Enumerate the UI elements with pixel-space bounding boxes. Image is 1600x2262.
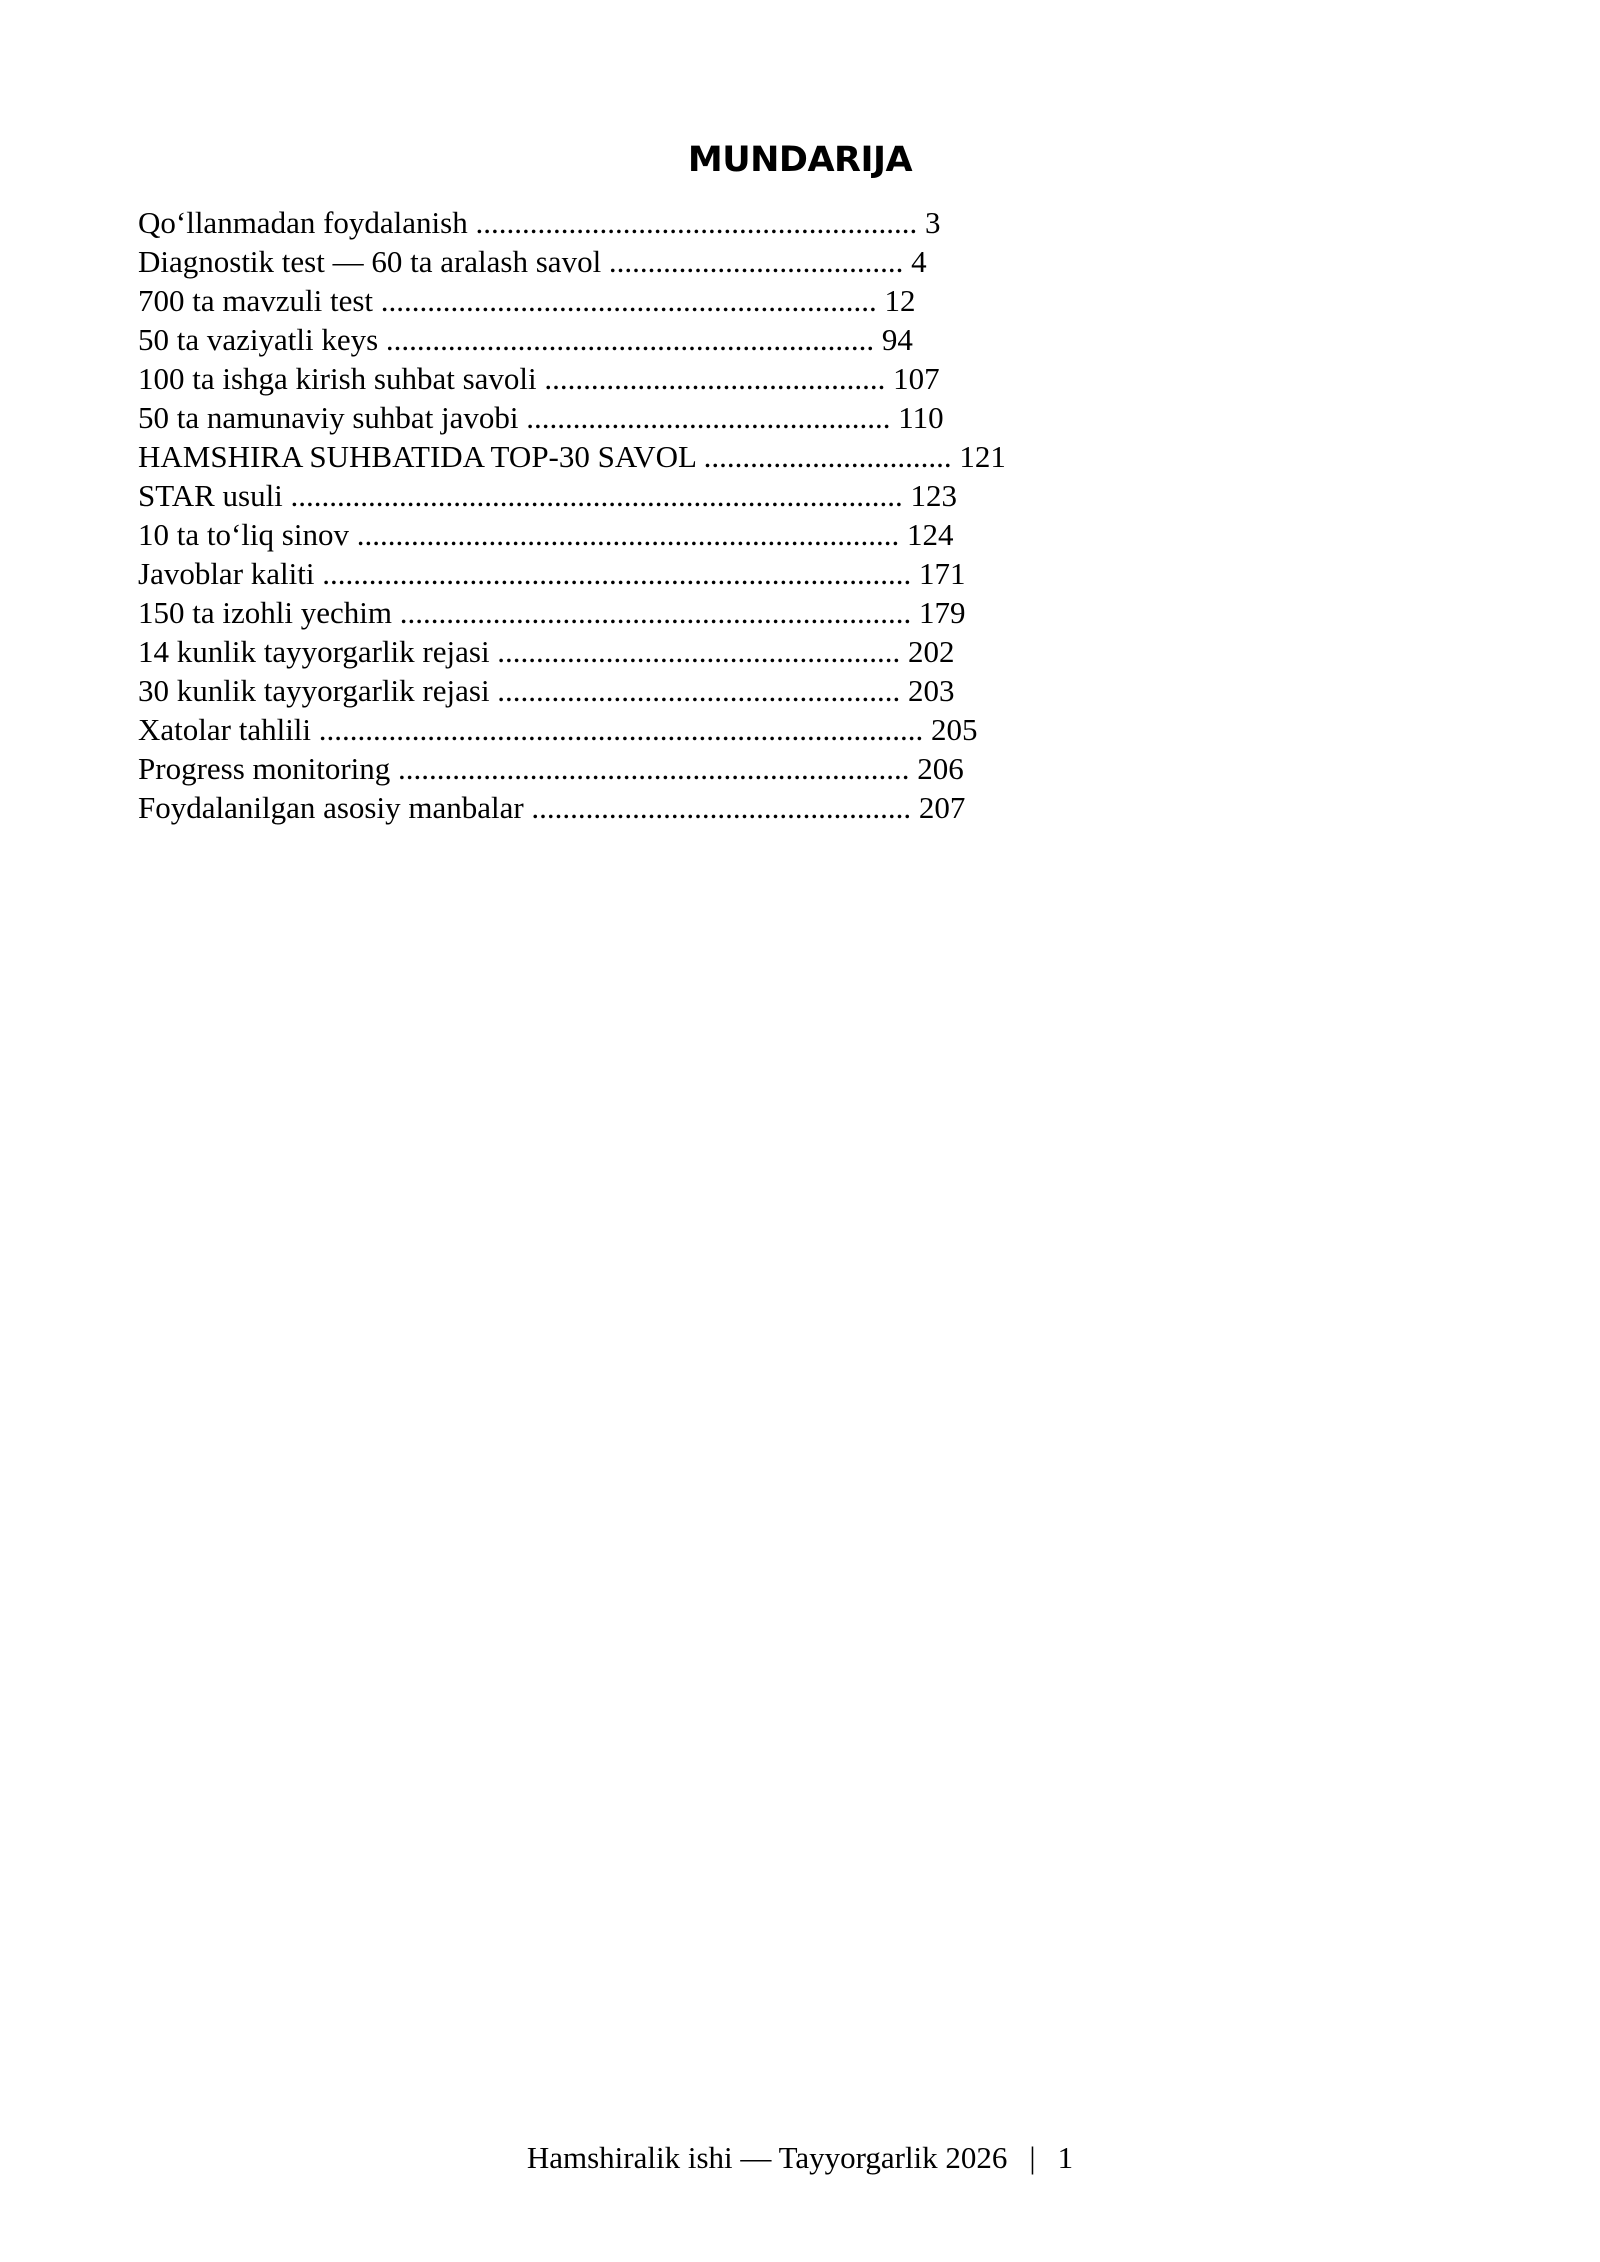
toc-entry[interactable]: Diagnostik test — 60 ta aralash savol ...................................... 4 [138,244,927,279]
page-footer [0,2138,1600,2178]
footer-text: Hamshiralik ishi — Tayyorgarlik 2026 [526,2140,1008,2175]
toc-entry[interactable]: 10 ta to‘liq sinov ...................................................................... 124 [138,517,954,552]
toc-entry[interactable]: STAR usuli ............................................................................... 123 [138,478,958,513]
toc-entry[interactable]: Xatolar tahlili .............................................................................. 205 [138,712,978,747]
footer-separator: | [1029,2140,1036,2175]
table-of-contents [138,203,1338,827]
toc-entry[interactable]: Progress monitoring .................................................................. 206 [138,751,964,786]
toc-entry[interactable]: 30 kunlik tayyorgarlik rejasi .................................................... 203 [138,673,955,708]
toc-entry[interactable]: Qo‘llanmadan foydalanish ......................................................... 3 [138,205,941,240]
toc-entry[interactable]: 50 ta namunaviy suhbat javobi ............................................... 110 [138,400,944,435]
toc-entry[interactable]: Javoblar kaliti ............................................................................ 171 [138,556,966,591]
toc-entry[interactable]: 700 ta mavzuli test ................................................................ 12 [138,283,916,318]
toc-entry[interactable]: 150 ta izohli yechim .................................................................. 179 [138,595,966,630]
page-number: 1 [1057,2140,1074,2175]
toc-entry[interactable]: 100 ta ishga kirish suhbat savoli ............................................ 107 [138,361,940,396]
toc-entry[interactable]: 14 kunlik tayyorgarlik rejasi .................................................... 202 [138,634,955,669]
page-title: MUNDARIJA [687,140,913,180]
toc-entry[interactable]: HAMSHIRA SUHBATIDA TOP-30 SAVOL ................................ 121 [138,439,1006,474]
toc-entry[interactable]: 50 ta vaziyatli keys ............................................................... 94 [138,322,913,357]
toc-entry[interactable]: Foydalanilgan asosiy manbalar ................................................. 207 [138,790,966,825]
